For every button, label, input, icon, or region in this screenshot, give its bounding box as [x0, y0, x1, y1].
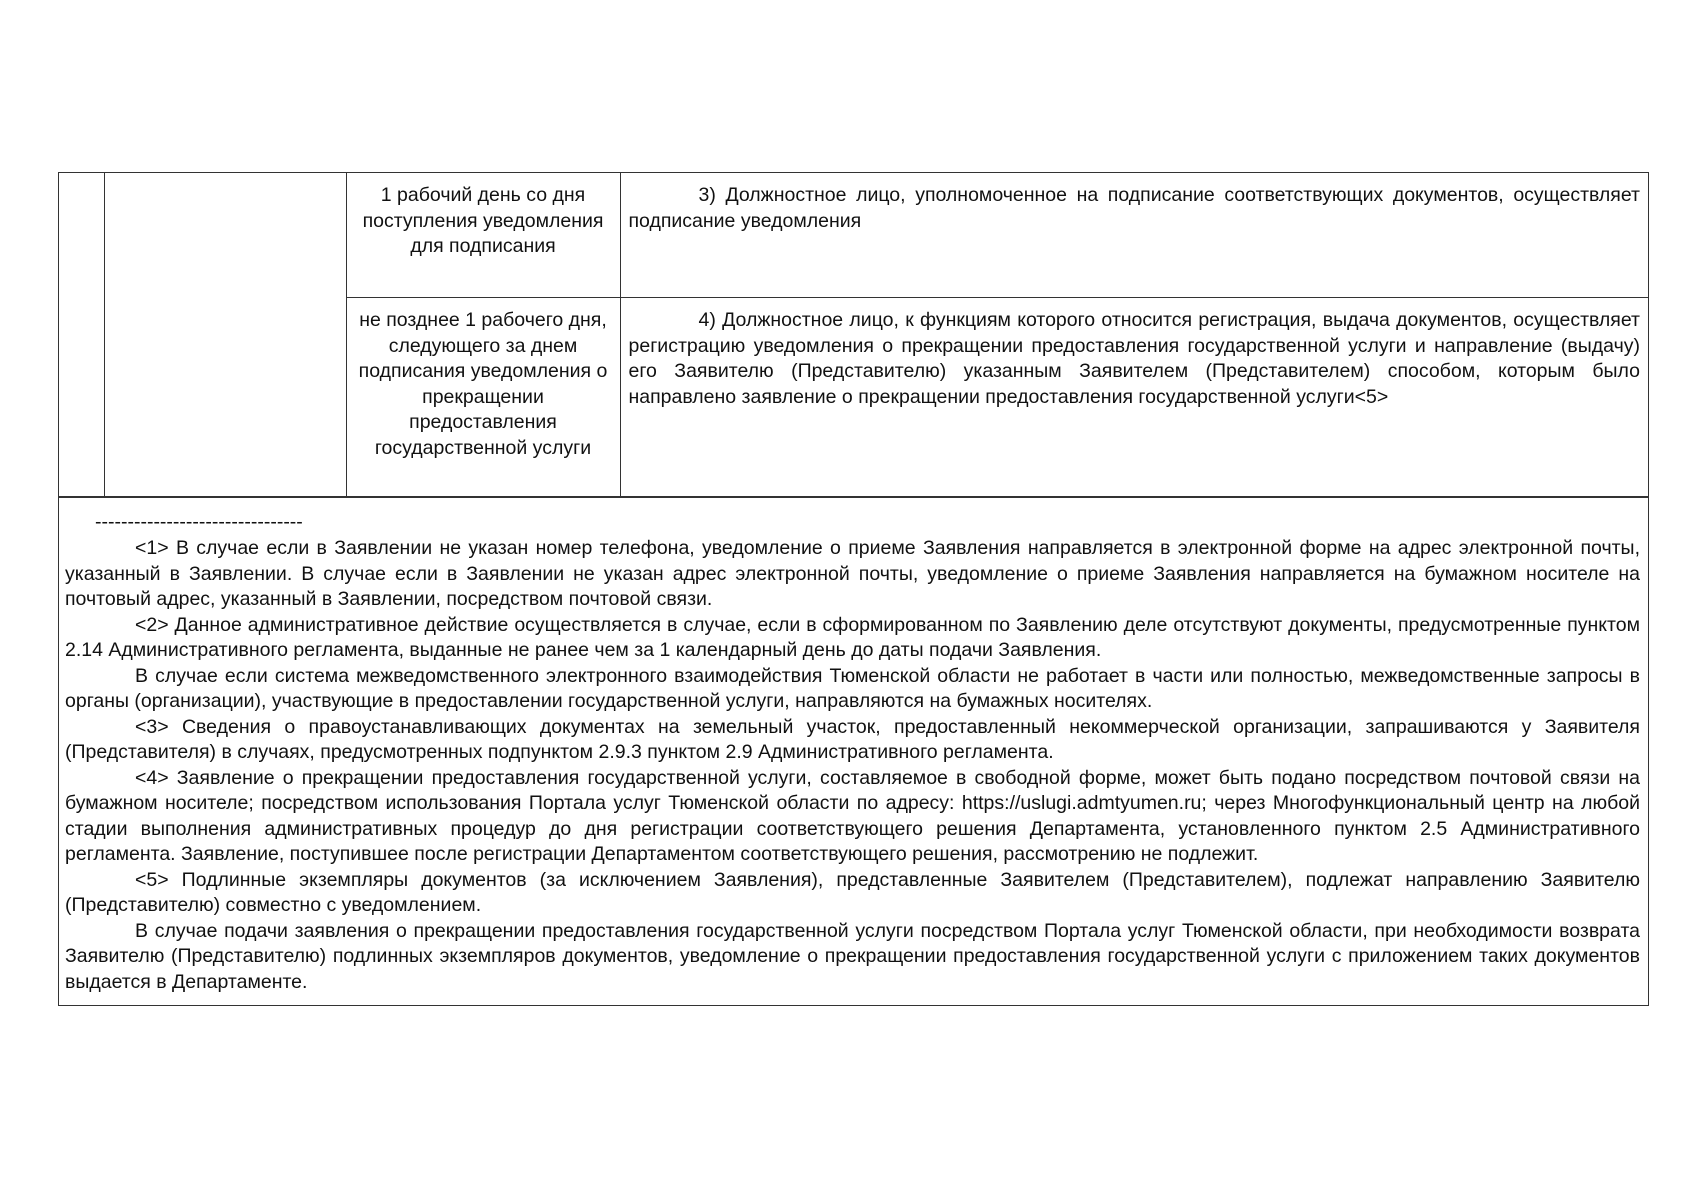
action-cell — [620, 298, 1648, 497]
footnote-1: <1> В случае если в Заявлении не указан номер телефона, уведомление о приеме Заявления направляется в электронной форме на адрес электронной почты, указанный в Заявлении. В случае если в Заявлении не указан адрес электронной почты, уведомление о приеме Заявления направляется на бумажном носителе на почтовый адрес, указанный в Заявлении, посредством почтовой связи. — [65, 537, 1640, 610]
footnote-3: <3> Сведения о правоустанавливающих документах на земельный участок, предоставленный некоммерческой организации, запрашиваются у Заявителя (Представителя) в случаях, предусмотренных подпунктом 2.9.3 пунктом 2.9 Административного регламента. — [65, 715, 1640, 763]
action-text: 3) Должностное лицо, уполномоченное на подписание соответствующих документов, осуществляет подписание уведомления — [628, 184, 1640, 232]
number-cell — [59, 173, 104, 497]
table-row — [59, 173, 1648, 298]
footnote-5-continued: В случае подачи заявления о прекращении предоставления государственной услуги посредством Портала услуг Тюменской области, при необходимости возврата Заявителю (Представителю) подлинных экземпляров документов, уведомление о прекращении предоставления государственной услуги с приложением таких документов выдается в Департаменте. — [65, 919, 1640, 993]
footnote-separator: -------------------------------- — [95, 511, 303, 533]
procedure-name-cell — [104, 173, 346, 497]
footnote-5: <5> Подлинные экземпляры документов (за исключением Заявления), представленные Заявителем (Представителем), подлежат направлению Заявителю (Представителю) совместно с уведомлением. — [65, 868, 1640, 916]
document-page — [58, 172, 1649, 1006]
deadline-cell: не позднее 1 рабочего дня, следующего за днем подписания уведомления о прекращении предоставления государственной услуги — [346, 298, 620, 497]
action-cell — [620, 173, 1648, 298]
footnote-2: <2> Данное административное действие осуществляется в случае, если в сформированном по Заявлению деле отсутствуют документы, предусмотренные пунктом 2.14 Административного регламента, выданные не ранее чем за 1 календарный день до даты подачи Заявления. — [65, 613, 1640, 661]
deadline-cell: 1 рабочий день со дня поступления уведомления для подписания — [346, 173, 620, 298]
footnotes-block — [59, 497, 1648, 1005]
footnote-2-continued: В случае если система межведомственного электронного взаимодействия Тюменской области не работает в части или полностью, межведомственные запросы в органы (организации), участвующие в предоставлении государственной услуги, направляются на бумажных носителях. — [65, 664, 1640, 712]
procedure-table — [59, 173, 1648, 497]
footnote-4: <4> Заявление о прекращении предоставления государственной услуги, составляемое в свободной форме, может быть подано посредством почтовой связи на бумажном носителе; посредством использования Портала услуг Тюменской области по адресу: https://uslugi.admtyumen.ru; через Многофункциональный центр на любой стадии выполнения административных процедур до дня регистрации соответствующего решения Департамента, установленного пунктом 2.5 Административного регламента. Заявление, поступившее после регистрации Департаментом соответствующего решения, рассмотрению не подлежит. — [65, 766, 1640, 865]
action-text: 4) Должностное лицо, к функциям которого относится регистрация, выдача документов, осуществляет регистрацию уведомления о прекращении предоставления государственной услуги и направление (выдачу) его Заявителю (Представителю) указанным Заявителем (Представителем) способом, которым было направлено заявление о прекращении предоставления государственной услуги<5> — [628, 309, 1640, 408]
